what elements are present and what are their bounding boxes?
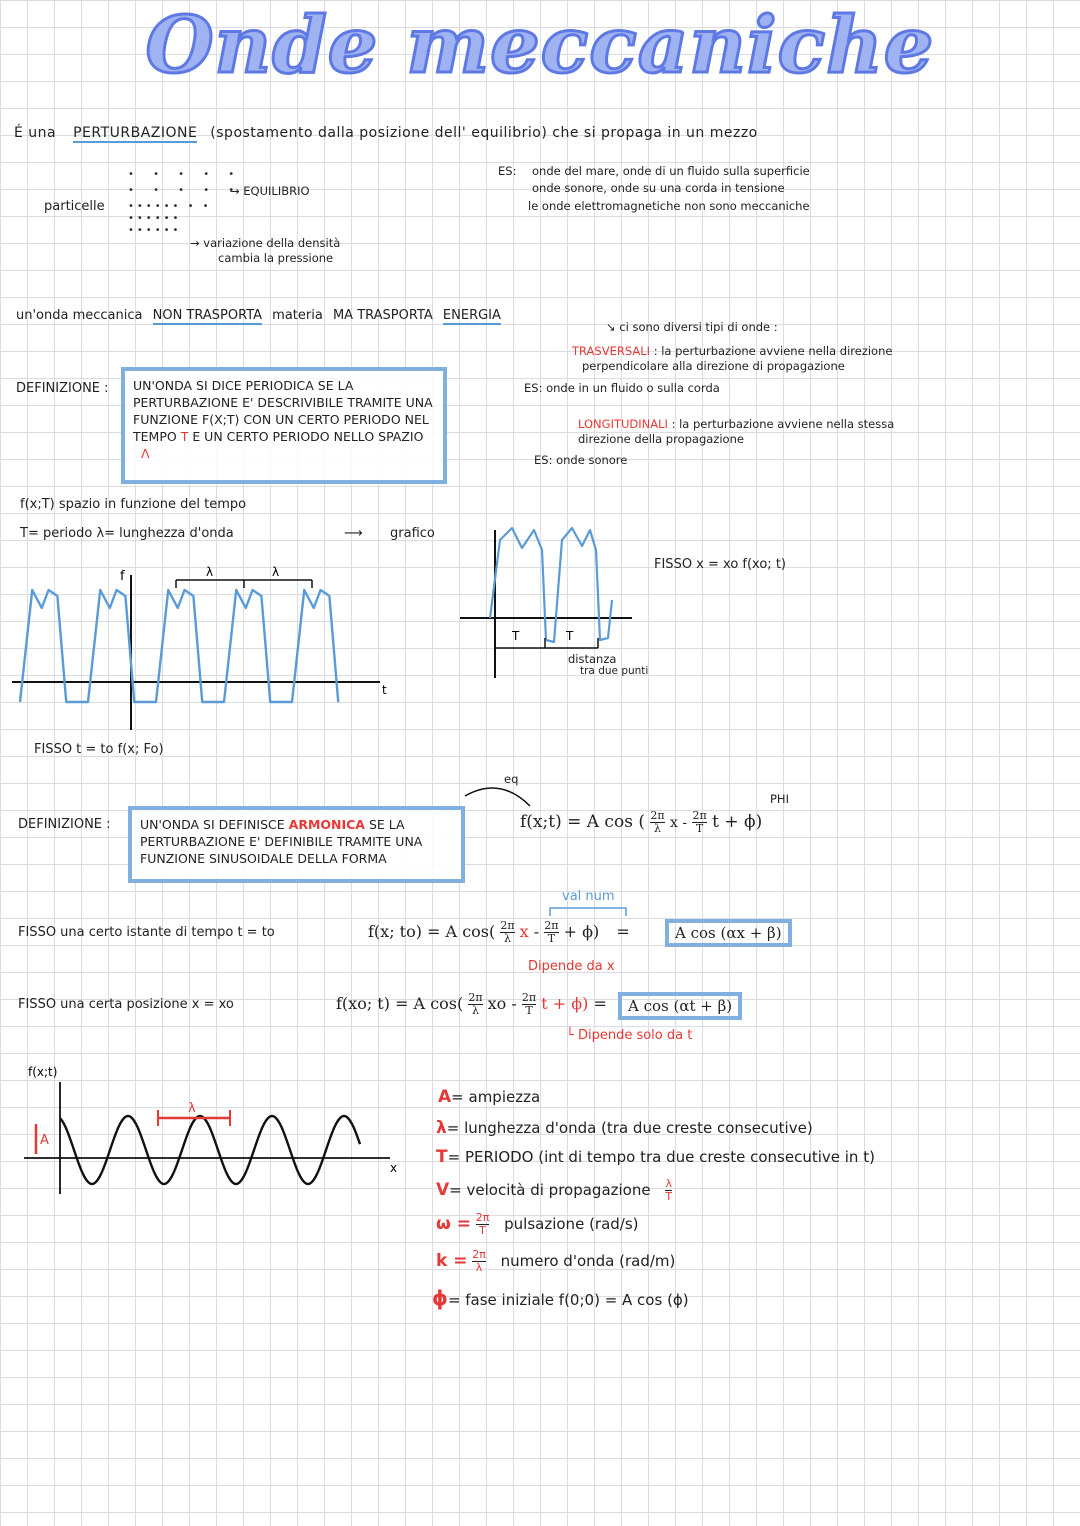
- trasversali-text-1: : la perturbazione avviene nella direzione: [653, 344, 893, 358]
- fisso-pos-text: FISSO una certa posizione x = xo: [18, 997, 234, 1012]
- es-line-1: onde del mare, onde di un fluido sulla superficie: [532, 164, 810, 178]
- intro-prefix: É una: [14, 125, 57, 141]
- fi-result-box: A cos (αx + β): [665, 919, 792, 947]
- longitudinali-text-2: direzione della propagazione: [578, 432, 744, 446]
- funz-line-1: f(x;T) spazio in funzione del tempo: [20, 497, 247, 512]
- fi-frac-1: $\frac{2\pi}{\lambda}$: [500, 919, 515, 945]
- definizione-2-label: DEFINIZIONE :: [18, 817, 111, 832]
- energy-part-5: ENERGIA: [442, 308, 501, 323]
- es-line-2: onde sonore, onde su una corda in tensione: [532, 181, 785, 195]
- equilibrio-label: → EQUILIBRIO: [230, 184, 310, 198]
- definizione-1-lambda: Λ: [141, 446, 150, 461]
- longitudinali-es: ES: onde sonore: [534, 453, 628, 467]
- longitudinali-text-1: : la perturbazione avviene nella stessa: [671, 417, 895, 431]
- graph3-xlabel: x: [390, 1161, 398, 1175]
- velocity-frac: $\frac{\lambda}{T}$: [665, 1177, 673, 1203]
- fisso-t-label: FISSO t = to f(x; Fo): [34, 742, 164, 757]
- fp-equal: =: [593, 994, 607, 1013]
- fp-left: f(xo; t) = A cos(: [336, 994, 464, 1013]
- dipende-da-x: Dipende da x: [528, 959, 615, 974]
- energy-part-3: materia: [272, 308, 323, 323]
- fisso-istante-text: FISSO una certo istante di tempo t = to: [18, 925, 275, 940]
- fi-minus: -: [533, 922, 540, 941]
- es-line-3: le onde elettromagnetiche non sono meccaniche: [528, 199, 810, 213]
- fi-plus-phi: + ϕ): [563, 922, 600, 941]
- sine-curve: [60, 1116, 360, 1184]
- trasversali-label: TRASVERSALI: [572, 344, 651, 358]
- grafico-label: grafico: [390, 526, 435, 541]
- energy-line: [16, 308, 501, 323]
- perturbazione-term: PERTURBAZIONE: [73, 125, 198, 141]
- definizione-1-text-2: E UN CERTO PERIODO NELLO SPAZIO: [192, 429, 424, 444]
- page-title: Onde meccaniche: [145, 0, 935, 91]
- harmonic-formula: [520, 810, 762, 835]
- f-axis-label: f: [120, 569, 125, 584]
- intro-rest: (spostamento dalla posizione dell' equilibrio) che si propaga in un mezzo: [210, 125, 758, 141]
- variazione-label: → variazione della densità: [190, 236, 341, 250]
- energy-part-1: un'onda meccanica: [16, 308, 143, 323]
- val-num-label: val num: [562, 889, 615, 904]
- fi-equal: =: [616, 922, 630, 941]
- funz-line-2: T= periodo λ= lunghezza d'onda: [20, 526, 234, 541]
- dipende-solo-da-t: └ Dipende solo da t: [566, 1028, 693, 1043]
- eq-label: eq: [504, 772, 519, 786]
- pressione-label: cambia la pressione: [218, 251, 334, 265]
- definizione-2-box: [128, 806, 465, 883]
- fi-x: x: [519, 922, 529, 941]
- lambda-label-1: λ: [206, 565, 214, 579]
- frac-2pi-T: $\frac{2\pi}{T}$: [692, 809, 707, 835]
- period-label-1: T: [512, 629, 520, 643]
- fisso-istante-formula: [368, 920, 630, 945]
- es-label: ES:: [498, 164, 517, 178]
- trasversali-text-2: perpendicolare alla direzione di propagazione: [582, 359, 845, 373]
- periodic-graph-space: [0, 560, 400, 740]
- wave-curve: [20, 590, 338, 702]
- val-num-bracket: [548, 904, 630, 918]
- intro-line: [14, 125, 758, 141]
- legend-velocity: V= velocità di propagazione $\frac{\lambda}{T}$: [436, 1177, 673, 1203]
- types-intro: ↘ ci sono diversi tipi di onde :: [606, 320, 778, 334]
- fp-xo: xo -: [487, 994, 517, 1013]
- fp-frac-2: $\frac{2\pi}{T}$: [521, 991, 537, 1017]
- definizione-1-box: [121, 367, 447, 484]
- frac-2pi-lambda: $\frac{2\pi}{\lambda}$: [650, 809, 665, 835]
- period-label-2: T: [566, 629, 574, 643]
- legend-wavelength: λ= lunghezza d'onda (tra due creste consecutive): [436, 1118, 813, 1138]
- energy-part-4: MA TRASPORTA: [332, 308, 433, 323]
- distanza-label-2: tra due punti: [580, 665, 649, 677]
- wave-curve-2: [490, 528, 612, 642]
- fp-result-box: A cos (αt + β): [618, 992, 742, 1020]
- particelle-label: particelle: [44, 199, 105, 214]
- legend-amplitude: A= ampiezza: [438, 1087, 541, 1107]
- arrow-icon: ⟶: [344, 526, 363, 541]
- definizione-1-T: T: [180, 429, 189, 444]
- particle-dots: • • • • • • • • • • •••••• • • •••••• ••••••: [128, 169, 243, 236]
- longitudinali-line: [578, 417, 894, 431]
- harmonic-graph: [18, 1062, 408, 1202]
- fi-frac-2: $\frac{2\pi}{T}$: [544, 919, 559, 945]
- omega-frac: $\frac{2\pi}{T}$: [475, 1211, 490, 1237]
- legend-period: T= PERIODO (int di tempo tra due creste consecutive in t): [436, 1147, 875, 1167]
- graph3-ylabel: f(x;t): [28, 1065, 58, 1079]
- definizione-1-text: UN'ONDA SI DICE PERIODICA SE LA PERTURBAZIONE E' DESCRIVIBILE TRAMITE UNA FUNZIONE F(X;T) CON UN CERTO PERIODO NEL TEMPO: [133, 378, 433, 444]
- graph3-A: A: [40, 1133, 49, 1148]
- fp-t-phi: t + ϕ): [541, 994, 589, 1013]
- definizione-1-label: DEFINIZIONE :: [16, 381, 109, 396]
- lambda-label-2: λ: [272, 565, 280, 579]
- periodic-graph-time: [450, 520, 670, 685]
- definizione-2-text-1: UN'ONDA SI DEFINISCE: [140, 817, 285, 832]
- k-frac: $\frac{2\pi}{\lambda}$: [472, 1248, 486, 1274]
- trasversali-es: ES: onde in un fluido o sulla corda: [524, 381, 720, 395]
- fi-left: f(x; to) = A cos(: [368, 922, 496, 941]
- trasversali-line: [572, 344, 892, 358]
- energy-part-2: NON TRASPORTA: [152, 308, 263, 323]
- phi-label: PHI: [770, 792, 789, 806]
- fisso-pos-formula: [336, 992, 607, 1017]
- t-axis-label: t: [382, 683, 387, 697]
- formula-right: t + ϕ): [712, 812, 763, 832]
- formula-x: x -: [670, 815, 688, 831]
- legend-pulsazione: ω = $\frac{2\pi}{T}$ pulsazione (rad/s): [436, 1211, 639, 1237]
- legend-fase: ϕ= fase iniziale f(0;0) = A cos (ϕ): [432, 1286, 689, 1310]
- fp-frac-1: $\frac{2\pi}{\lambda}$: [468, 991, 483, 1017]
- definizione-2-text-2: SE LA PERTURBAZIONE E' DEFINIBILE TRAMITE UNA FUNZIONE SINUSOIDALE DELLA FORMA: [140, 817, 423, 866]
- fisso-x-label: FISSO x = xo f(xo; t): [654, 557, 786, 572]
- formula-left: f(x;t) = A cos (: [520, 812, 645, 832]
- legend-numero-onda: k = $\frac{2\pi}{\lambda}$ numero d'onda (rad/m): [436, 1248, 676, 1274]
- distanza-label: distanza: [568, 652, 617, 666]
- armonica-term: ARMONICA: [288, 817, 365, 832]
- longitudinali-label: LONGITUDINALI: [578, 417, 668, 431]
- graph3-lambda: λ: [188, 1101, 196, 1116]
